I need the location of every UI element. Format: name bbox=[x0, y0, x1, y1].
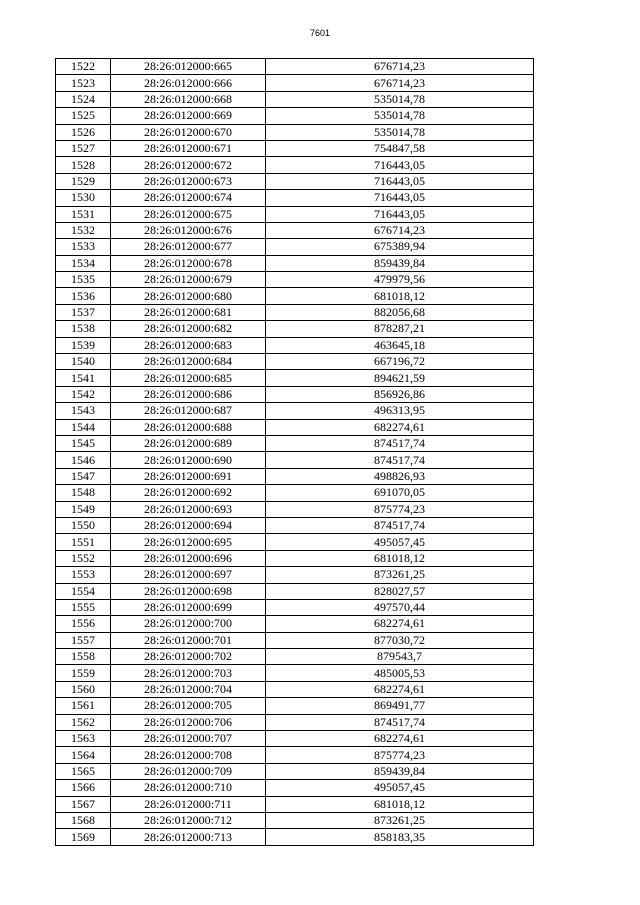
cadastral-number-cell: 28:26:012000:676 bbox=[111, 222, 266, 238]
value-cell: 716443,05 bbox=[266, 190, 534, 206]
row-number-cell: 1541 bbox=[56, 370, 111, 386]
value-cell: 681018,12 bbox=[266, 796, 534, 812]
cadastral-number-cell: 28:26:012000:709 bbox=[111, 763, 266, 779]
value-cell: 676714,23 bbox=[266, 59, 534, 75]
table-row bbox=[56, 714, 534, 730]
value-cell: 535014,78 bbox=[266, 91, 534, 107]
value-cell: 676714,23 bbox=[266, 222, 534, 238]
cadastral-number-cell: 28:26:012000:680 bbox=[111, 288, 266, 304]
row-number-cell: 1553 bbox=[56, 567, 111, 583]
value-cell: 479979,56 bbox=[266, 272, 534, 288]
row-number-cell: 1563 bbox=[56, 731, 111, 747]
value-cell: 882056,68 bbox=[266, 304, 534, 320]
cadastral-number-cell: 28:26:012000:711 bbox=[111, 796, 266, 812]
value-cell: 879543,7 bbox=[266, 649, 534, 665]
row-number-cell: 1548 bbox=[56, 485, 111, 501]
cadastral-number-cell: 28:26:012000:686 bbox=[111, 386, 266, 402]
value-cell: 856926,86 bbox=[266, 386, 534, 402]
table-row bbox=[56, 337, 534, 353]
table-row bbox=[56, 501, 534, 517]
row-number-cell: 1536 bbox=[56, 288, 111, 304]
value-cell: 754847,58 bbox=[266, 140, 534, 156]
row-number-cell: 1568 bbox=[56, 812, 111, 828]
cadastral-number-cell: 28:26:012000:687 bbox=[111, 403, 266, 419]
value-cell: 667196,72 bbox=[266, 354, 534, 370]
page-number: 7601 bbox=[309, 28, 331, 38]
table-row bbox=[56, 370, 534, 386]
cadastral-number-cell: 28:26:012000:665 bbox=[111, 59, 266, 75]
table-row bbox=[56, 616, 534, 632]
value-cell: 828027,57 bbox=[266, 583, 534, 599]
cadastral-number-cell: 28:26:012000:705 bbox=[111, 698, 266, 714]
table-row bbox=[56, 91, 534, 107]
value-cell: 716443,05 bbox=[266, 206, 534, 222]
value-cell: 858183,35 bbox=[266, 829, 534, 845]
table-row bbox=[56, 239, 534, 255]
row-number-cell: 1540 bbox=[56, 354, 111, 370]
value-cell: 675389,94 bbox=[266, 239, 534, 255]
table-row bbox=[56, 321, 534, 337]
value-cell: 681018,12 bbox=[266, 550, 534, 566]
table-row bbox=[56, 222, 534, 238]
row-number-cell: 1528 bbox=[56, 157, 111, 173]
row-number-cell: 1546 bbox=[56, 452, 111, 468]
table-row bbox=[56, 550, 534, 566]
row-number-cell: 1526 bbox=[56, 124, 111, 140]
value-cell: 682274,61 bbox=[266, 731, 534, 747]
value-cell: 691070,05 bbox=[266, 485, 534, 501]
value-cell: 874517,74 bbox=[266, 452, 534, 468]
table-row bbox=[56, 75, 534, 91]
row-number-cell: 1561 bbox=[56, 698, 111, 714]
row-number-cell: 1558 bbox=[56, 649, 111, 665]
row-number-cell: 1523 bbox=[56, 75, 111, 91]
row-number-cell: 1539 bbox=[56, 337, 111, 353]
row-number-cell: 1533 bbox=[56, 239, 111, 255]
value-cell: 716443,05 bbox=[266, 157, 534, 173]
table-row bbox=[56, 59, 534, 75]
value-cell: 495057,45 bbox=[266, 534, 534, 550]
row-number-cell: 1529 bbox=[56, 173, 111, 189]
row-number-cell: 1547 bbox=[56, 468, 111, 484]
table-row bbox=[56, 124, 534, 140]
cadastral-number-cell: 28:26:012000:706 bbox=[111, 714, 266, 730]
row-number-cell: 1557 bbox=[56, 632, 111, 648]
table-row bbox=[56, 206, 534, 222]
row-number-cell: 1532 bbox=[56, 222, 111, 238]
registry-table bbox=[55, 58, 534, 846]
value-cell: 498826,93 bbox=[266, 468, 534, 484]
cadastral-number-cell: 28:26:012000:695 bbox=[111, 534, 266, 550]
cadastral-number-cell: 28:26:012000:693 bbox=[111, 501, 266, 517]
table-row bbox=[56, 583, 534, 599]
cadastral-number-cell: 28:26:012000:669 bbox=[111, 108, 266, 124]
table-row bbox=[56, 780, 534, 796]
table-row bbox=[56, 419, 534, 435]
value-cell: 873261,25 bbox=[266, 567, 534, 583]
table-row bbox=[56, 288, 534, 304]
cadastral-number-cell: 28:26:012000:702 bbox=[111, 649, 266, 665]
cadastral-number-cell: 28:26:012000:703 bbox=[111, 665, 266, 681]
cadastral-number-cell: 28:26:012000:681 bbox=[111, 304, 266, 320]
cadastral-number-cell: 28:26:012000:704 bbox=[111, 681, 266, 697]
cadastral-number-cell: 28:26:012000:696 bbox=[111, 550, 266, 566]
row-number-cell: 1537 bbox=[56, 304, 111, 320]
value-cell: 874517,74 bbox=[266, 714, 534, 730]
cadastral-number-cell: 28:26:012000:712 bbox=[111, 812, 266, 828]
value-cell: 874517,74 bbox=[266, 435, 534, 451]
table-row bbox=[56, 763, 534, 779]
row-number-cell: 1567 bbox=[56, 796, 111, 812]
value-cell: 894621,59 bbox=[266, 370, 534, 386]
row-number-cell: 1522 bbox=[56, 59, 111, 75]
table-row bbox=[56, 255, 534, 271]
value-cell: 875774,23 bbox=[266, 501, 534, 517]
table-row bbox=[56, 157, 534, 173]
cadastral-number-cell: 28:26:012000:698 bbox=[111, 583, 266, 599]
row-number-cell: 1530 bbox=[56, 190, 111, 206]
row-number-cell: 1549 bbox=[56, 501, 111, 517]
row-number-cell: 1527 bbox=[56, 140, 111, 156]
table-row bbox=[56, 517, 534, 533]
cadastral-number-cell: 28:26:012000:677 bbox=[111, 239, 266, 255]
value-cell: 878287,21 bbox=[266, 321, 534, 337]
table-row bbox=[56, 681, 534, 697]
value-cell: 485005,53 bbox=[266, 665, 534, 681]
table-row bbox=[56, 140, 534, 156]
cadastral-number-cell: 28:26:012000:685 bbox=[111, 370, 266, 386]
cadastral-number-cell: 28:26:012000:682 bbox=[111, 321, 266, 337]
value-cell: 874517,74 bbox=[266, 517, 534, 533]
cadastral-number-cell: 28:26:012000:701 bbox=[111, 632, 266, 648]
row-number-cell: 1525 bbox=[56, 108, 111, 124]
cadastral-number-cell: 28:26:012000:708 bbox=[111, 747, 266, 763]
cadastral-number-cell: 28:26:012000:678 bbox=[111, 255, 266, 271]
cadastral-number-cell: 28:26:012000:666 bbox=[111, 75, 266, 91]
cadastral-number-cell: 28:26:012000:684 bbox=[111, 354, 266, 370]
table-row bbox=[56, 698, 534, 714]
row-number-cell: 1566 bbox=[56, 780, 111, 796]
row-number-cell: 1562 bbox=[56, 714, 111, 730]
cadastral-number-cell: 28:26:012000:707 bbox=[111, 731, 266, 747]
value-cell: 496313,95 bbox=[266, 403, 534, 419]
value-cell: 495057,45 bbox=[266, 780, 534, 796]
value-cell: 877030,72 bbox=[266, 632, 534, 648]
table-row bbox=[56, 190, 534, 206]
value-cell: 681018,12 bbox=[266, 288, 534, 304]
table-row bbox=[56, 632, 534, 648]
registry-table-body bbox=[56, 59, 534, 846]
row-number-cell: 1542 bbox=[56, 386, 111, 402]
row-number-cell: 1544 bbox=[56, 419, 111, 435]
table-row bbox=[56, 173, 534, 189]
value-cell: 682274,61 bbox=[266, 616, 534, 632]
value-cell: 682274,61 bbox=[266, 419, 534, 435]
row-number-cell: 1534 bbox=[56, 255, 111, 271]
cadastral-number-cell: 28:26:012000:673 bbox=[111, 173, 266, 189]
row-number-cell: 1564 bbox=[56, 747, 111, 763]
value-cell: 497570,44 bbox=[266, 599, 534, 615]
table-row bbox=[56, 354, 534, 370]
cadastral-number-cell: 28:26:012000:690 bbox=[111, 452, 266, 468]
row-number-cell: 1531 bbox=[56, 206, 111, 222]
value-cell: 535014,78 bbox=[266, 108, 534, 124]
cadastral-number-cell: 28:26:012000:699 bbox=[111, 599, 266, 615]
value-cell: 716443,05 bbox=[266, 173, 534, 189]
table-row bbox=[56, 435, 534, 451]
table-row bbox=[56, 829, 534, 845]
cadastral-number-cell: 28:26:012000:688 bbox=[111, 419, 266, 435]
value-cell: 682274,61 bbox=[266, 681, 534, 697]
table-row bbox=[56, 108, 534, 124]
table-row bbox=[56, 468, 534, 484]
cadastral-number-cell: 28:26:012000:692 bbox=[111, 485, 266, 501]
row-number-cell: 1551 bbox=[56, 534, 111, 550]
table-row bbox=[56, 485, 534, 501]
value-cell: 463645,18 bbox=[266, 337, 534, 353]
table-row bbox=[56, 304, 534, 320]
row-number-cell: 1569 bbox=[56, 829, 111, 845]
row-number-cell: 1554 bbox=[56, 583, 111, 599]
cadastral-number-cell: 28:26:012000:713 bbox=[111, 829, 266, 845]
value-cell: 535014,78 bbox=[266, 124, 534, 140]
table-row bbox=[56, 812, 534, 828]
row-number-cell: 1545 bbox=[56, 435, 111, 451]
row-number-cell: 1560 bbox=[56, 681, 111, 697]
cadastral-number-cell: 28:26:012000:694 bbox=[111, 517, 266, 533]
table-row bbox=[56, 386, 534, 402]
cadastral-number-cell: 28:26:012000:671 bbox=[111, 140, 266, 156]
cadastral-number-cell: 28:26:012000:674 bbox=[111, 190, 266, 206]
value-cell: 859439,84 bbox=[266, 255, 534, 271]
cadastral-number-cell: 28:26:012000:700 bbox=[111, 616, 266, 632]
table-row bbox=[56, 796, 534, 812]
cadastral-number-cell: 28:26:012000:689 bbox=[111, 435, 266, 451]
row-number-cell: 1535 bbox=[56, 272, 111, 288]
value-cell: 873261,25 bbox=[266, 812, 534, 828]
table-row bbox=[56, 403, 534, 419]
cadastral-number-cell: 28:26:012000:697 bbox=[111, 567, 266, 583]
row-number-cell: 1524 bbox=[56, 91, 111, 107]
table-row bbox=[56, 599, 534, 615]
cadastral-number-cell: 28:26:012000:683 bbox=[111, 337, 266, 353]
table-row bbox=[56, 452, 534, 468]
row-number-cell: 1550 bbox=[56, 517, 111, 533]
row-number-cell: 1543 bbox=[56, 403, 111, 419]
cadastral-number-cell: 28:26:012000:668 bbox=[111, 91, 266, 107]
table-row bbox=[56, 731, 534, 747]
row-number-cell: 1538 bbox=[56, 321, 111, 337]
table-row bbox=[56, 665, 534, 681]
cadastral-number-cell: 28:26:012000:672 bbox=[111, 157, 266, 173]
cadastral-number-cell: 28:26:012000:679 bbox=[111, 272, 266, 288]
table-row bbox=[56, 567, 534, 583]
cadastral-number-cell: 28:26:012000:691 bbox=[111, 468, 266, 484]
table-row bbox=[56, 649, 534, 665]
cadastral-number-cell: 28:26:012000:710 bbox=[111, 780, 266, 796]
table-row bbox=[56, 272, 534, 288]
value-cell: 869491,77 bbox=[266, 698, 534, 714]
value-cell: 875774,23 bbox=[266, 747, 534, 763]
value-cell: 859439,84 bbox=[266, 763, 534, 779]
table-row bbox=[56, 747, 534, 763]
cadastral-number-cell: 28:26:012000:675 bbox=[111, 206, 266, 222]
row-number-cell: 1556 bbox=[56, 616, 111, 632]
row-number-cell: 1555 bbox=[56, 599, 111, 615]
row-number-cell: 1552 bbox=[56, 550, 111, 566]
row-number-cell: 1559 bbox=[56, 665, 111, 681]
table-row bbox=[56, 534, 534, 550]
value-cell: 676714,23 bbox=[266, 75, 534, 91]
cadastral-number-cell: 28:26:012000:670 bbox=[111, 124, 266, 140]
row-number-cell: 1565 bbox=[56, 763, 111, 779]
